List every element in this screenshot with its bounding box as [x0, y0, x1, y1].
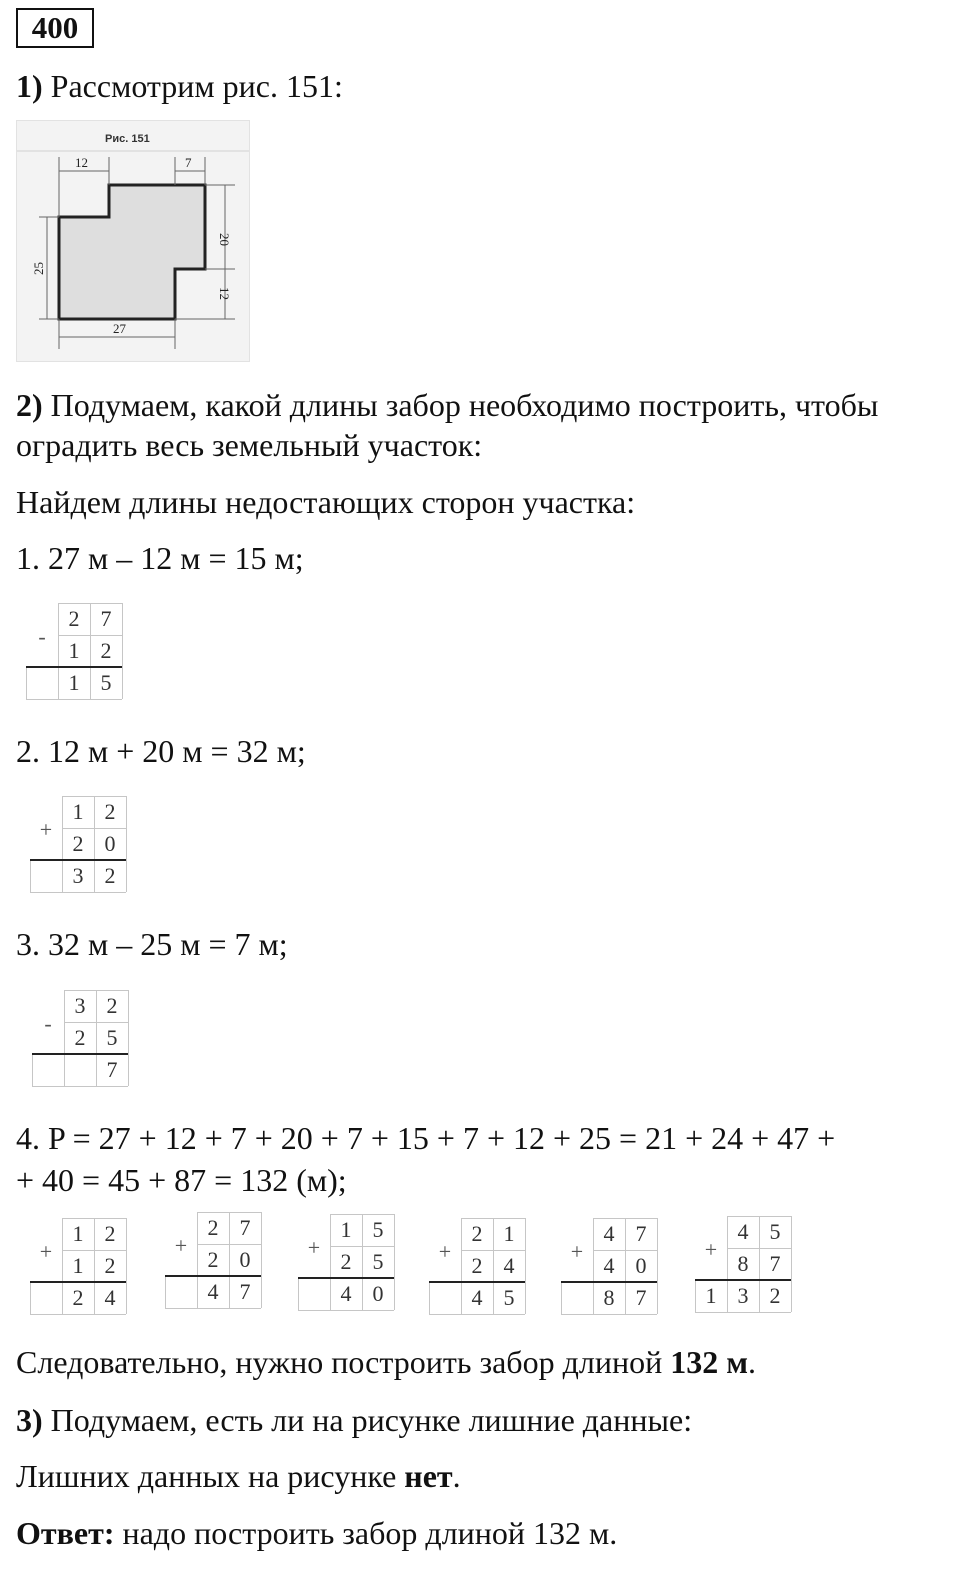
calc-4a — [30, 1218, 126, 1314]
equation-4-line-1: 4. P = 27 + 12 + 7 + 20 + 7 + 15 + 7 + 12 + 25 = 21 + 24 + 47 + — [16, 1120, 836, 1156]
digit-cell: 4 — [503, 1253, 515, 1278]
step1-number: 1) — [16, 68, 43, 104]
operator-sign: + — [307, 1234, 321, 1260]
calc-addition-2 — [30, 796, 126, 892]
conclusion — [16, 1342, 756, 1382]
calc-subtraction-1 — [26, 603, 122, 699]
grid-line — [126, 796, 127, 892]
grid-line — [561, 1314, 657, 1315]
digit-cell: 5 — [372, 1249, 384, 1274]
figure-drawing — [17, 121, 249, 361]
digit-cell: 1 — [72, 799, 84, 824]
digit-cell: 0 — [635, 1253, 647, 1278]
calc-4f — [695, 1216, 791, 1312]
digit-cell: 5 — [372, 1217, 384, 1242]
grid-line — [30, 1314, 126, 1315]
operator-sign: + — [174, 1232, 188, 1258]
digit-cell: 3 — [737, 1283, 749, 1308]
dim-right-lower: 12 — [217, 287, 232, 300]
grid-line — [429, 1314, 525, 1315]
digit-cell: 2 — [100, 638, 112, 663]
grid-line — [261, 1212, 262, 1308]
figure-151 — [16, 120, 250, 362]
digit-cell: 0 — [372, 1281, 384, 1306]
grid-line — [122, 603, 123, 699]
digit-cell: 8 — [737, 1251, 749, 1276]
equation-3: 3. 32 м – 25 м = 7 м; — [16, 926, 288, 962]
operator-sign: - — [44, 1010, 52, 1036]
dim-left: 25 — [31, 262, 46, 275]
digit-cell: 1 — [68, 638, 80, 663]
dim-top-right: 7 — [185, 155, 192, 170]
step2-text-2: оградить весь земельный участок: — [16, 427, 483, 463]
digit-cell: 1 — [72, 1221, 84, 1246]
digit-cell: 3 — [74, 993, 86, 1018]
equation-4-line-2: + 40 = 45 + 87 = 132 (м); — [16, 1162, 347, 1198]
digit-cell: 5 — [503, 1285, 515, 1310]
grid-line — [791, 1216, 792, 1312]
grid-line — [429, 1282, 430, 1314]
extra-data-bold: нет — [404, 1458, 453, 1494]
digit-cell: 4 — [737, 1219, 749, 1244]
figure-title: Рис. 151 — [105, 133, 150, 145]
conclusion-text: Следовательно, нужно построить забор длиной — [16, 1344, 671, 1380]
digit-cell: 2 — [72, 1285, 84, 1310]
digit-cell: 2 — [104, 1221, 116, 1246]
grid-line — [165, 1276, 166, 1308]
grid-line — [30, 892, 126, 893]
conclusion-bold: 132 м — [670, 1344, 748, 1380]
digit-cell: 2 — [207, 1215, 219, 1240]
digit-cell: 7 — [106, 1057, 118, 1082]
dim-bottom: 27 — [113, 321, 126, 336]
operator-sign: + — [704, 1236, 718, 1262]
digit-cell: 3 — [72, 863, 84, 888]
task-number: 400 — [16, 8, 94, 48]
digit-cell: 1 — [72, 1253, 84, 1278]
digit-cell: 2 — [104, 863, 116, 888]
digit-cell: 5 — [106, 1025, 118, 1050]
dim-right-upper: 20 — [217, 233, 232, 246]
step1-text: Рассмотрим рис. 151: — [50, 68, 343, 104]
grid-line — [126, 1218, 127, 1314]
digit-cell: 1 — [503, 1221, 515, 1246]
digit-cell: 7 — [769, 1251, 781, 1276]
equation-2: 2. 12 м + 20 м = 32 м; — [16, 733, 306, 769]
operator-sign: + — [39, 1238, 53, 1264]
grid-line — [657, 1218, 658, 1314]
digit-cell: 0 — [104, 831, 116, 856]
digit-cell: 1 — [705, 1283, 717, 1308]
grid-line — [525, 1218, 526, 1314]
grid-line — [32, 1086, 128, 1087]
grid-line — [298, 1278, 299, 1310]
find-missing-text: Найдем длины недостающих сторон участка: — [16, 484, 636, 520]
digit-cell: 7 — [635, 1221, 647, 1246]
digit-cell: 4 — [603, 1221, 615, 1246]
digit-cell: 2 — [340, 1249, 352, 1274]
digit-cell: 4 — [603, 1253, 615, 1278]
digit-cell: 2 — [104, 1253, 116, 1278]
digit-cell: 2 — [72, 831, 84, 856]
answer-label: Ответ: — [16, 1515, 115, 1551]
digit-cell: 4 — [207, 1279, 219, 1304]
digit-cell: 8 — [603, 1285, 615, 1310]
calc-4e — [561, 1218, 657, 1314]
extra-data-text: Лишних данных на рисунке — [16, 1458, 405, 1494]
operator-sign: + — [438, 1238, 452, 1264]
extra-data-end: . — [452, 1458, 461, 1494]
digit-cell: 2 — [68, 606, 80, 631]
digit-cell: 2 — [74, 1025, 86, 1050]
digit-cell: 7 — [100, 606, 112, 631]
grid-line — [165, 1308, 261, 1309]
dim-top-left: 12 — [75, 155, 88, 170]
equation-1: 1. 27 м – 12 м = 15 м; — [16, 540, 304, 576]
grid-line — [32, 1054, 33, 1086]
grid-line — [394, 1214, 395, 1310]
operator-sign: + — [570, 1238, 584, 1264]
digit-cell: 7 — [635, 1285, 647, 1310]
digit-cell: 1 — [340, 1217, 352, 1242]
digit-cell: 5 — [769, 1219, 781, 1244]
digit-cell: 2 — [104, 799, 116, 824]
conclusion-end: . — [748, 1344, 756, 1380]
step2-text-1: Подумаем, какой длины забор необходимо построить, чтобы — [50, 387, 879, 423]
step3-text: Подумаем, есть ли на рисунке лишние данные: — [50, 1402, 693, 1438]
grid-line — [695, 1312, 791, 1313]
answer-text: надо построить забор длиной 132 м. — [122, 1515, 618, 1551]
digit-cell: 7 — [239, 1215, 251, 1240]
digit-cell: 2 — [769, 1283, 781, 1308]
digit-cell: 2 — [471, 1253, 483, 1278]
answer-line — [16, 1513, 617, 1553]
digit-cell: 2 — [207, 1247, 219, 1272]
calc-4b — [165, 1212, 261, 1308]
step1-line — [16, 66, 343, 106]
calc-4d — [429, 1218, 525, 1314]
grid-line — [30, 1282, 31, 1314]
digit-cell: 5 — [100, 670, 112, 695]
digit-cell: 7 — [239, 1279, 251, 1304]
operator-sign: + — [39, 816, 53, 842]
digit-cell: 4 — [471, 1285, 483, 1310]
grid-line — [561, 1282, 562, 1314]
extra-data-line — [16, 1456, 461, 1496]
digit-cell: 1 — [68, 670, 80, 695]
calc-4c — [298, 1214, 394, 1310]
grid-line — [30, 860, 31, 892]
step3-number: 3) — [16, 1402, 43, 1438]
calc-subtraction-3 — [32, 990, 128, 1086]
step3-line — [16, 1400, 692, 1440]
step2-number: 2) — [16, 387, 43, 423]
grid-line — [26, 699, 122, 700]
digit-cell: 2 — [471, 1221, 483, 1246]
digit-cell: 4 — [340, 1281, 352, 1306]
grid-line — [26, 667, 27, 699]
step2-line-1 — [16, 385, 878, 425]
grid-line — [298, 1310, 394, 1311]
grid-line — [128, 990, 129, 1086]
digit-cell: 2 — [106, 993, 118, 1018]
operator-sign: - — [38, 623, 46, 649]
digit-cell: 4 — [104, 1285, 116, 1310]
digit-cell: 0 — [239, 1247, 251, 1272]
